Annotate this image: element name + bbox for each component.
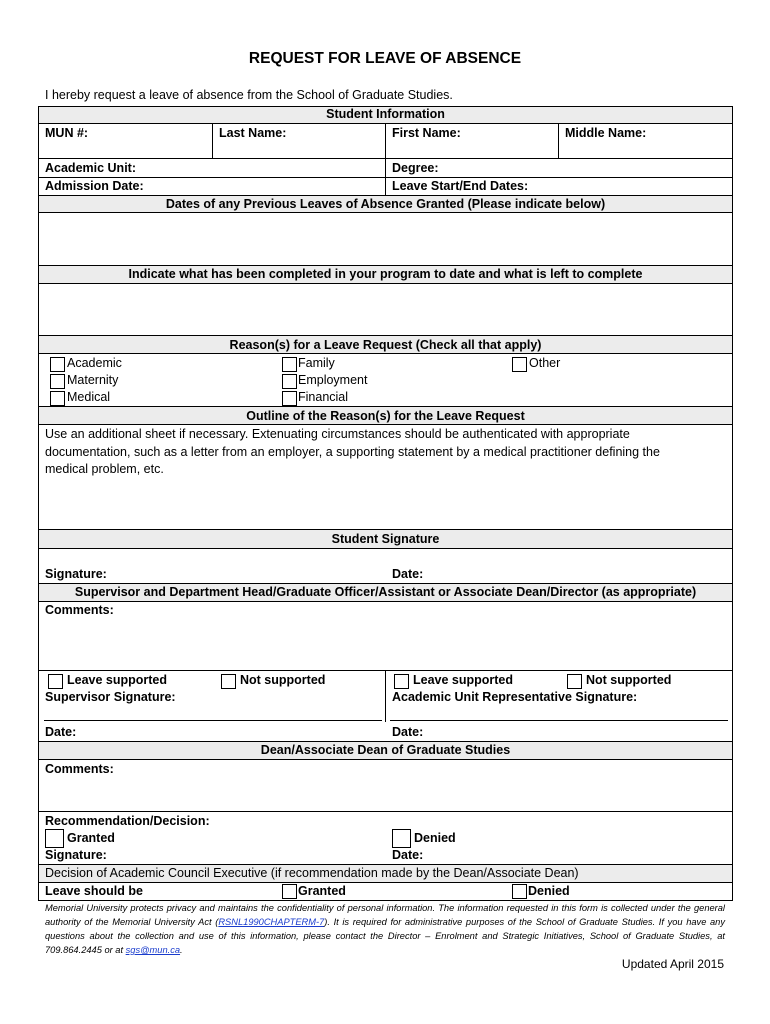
form-right-border xyxy=(732,106,733,901)
progress-field[interactable] xyxy=(39,284,732,335)
outline-line-3: medical problem, etc. xyxy=(45,462,164,476)
dean-signature-label: Signature: xyxy=(45,848,107,862)
unit-not-supported-label: Not supported xyxy=(586,673,672,687)
council-denied-label: Denied xyxy=(528,884,570,898)
last-name-label: Last Name: xyxy=(219,126,287,140)
council-denied-checkbox[interactable] xyxy=(512,884,527,899)
dean-comments-label: Comments: xyxy=(45,762,114,776)
student-date-label: Date: xyxy=(392,567,424,581)
medical-label: Medical xyxy=(67,390,111,404)
supervisor-not-supported-checkbox[interactable] xyxy=(221,674,236,689)
student-signature-label: Signature: xyxy=(45,567,107,581)
dean-granted-label: Granted xyxy=(67,831,115,845)
reasons-header: Reason(s) for a Leave Request (Check all that apply) xyxy=(229,338,542,352)
medical-checkbox[interactable] xyxy=(50,391,65,406)
dean-date-label: Date: xyxy=(392,848,424,862)
updated-date: Updated April 2015 xyxy=(621,957,724,971)
middle-name-label: Middle Name: xyxy=(565,126,647,140)
privacy-text-3: . xyxy=(180,945,183,955)
supervisor-header: Supervisor and Department Head/Graduate Officer/Assistant or Associate Dean/Director (as appropriate) xyxy=(74,585,697,599)
unit-leave-supported-label: Leave supported xyxy=(413,673,514,687)
dean-granted-checkbox[interactable] xyxy=(45,829,64,848)
degree-label: Degree: xyxy=(392,161,439,175)
financial-checkbox[interactable] xyxy=(282,391,297,406)
family-label: Family xyxy=(298,356,335,370)
academic-unit-label: Academic Unit: xyxy=(45,161,136,175)
other-label: Other xyxy=(529,356,561,370)
progress-header: Indicate what has been completed in your program to date and what is left to complete xyxy=(128,267,643,281)
maternity-label: Maternity xyxy=(67,373,119,387)
supervisor-comments-label: Comments: xyxy=(45,603,114,617)
employment-checkbox[interactable] xyxy=(282,374,297,389)
maternity-checkbox[interactable] xyxy=(50,374,65,389)
academic-checkbox[interactable] xyxy=(50,357,65,372)
academic-label: Academic xyxy=(67,356,122,370)
other-checkbox[interactable] xyxy=(512,357,527,372)
student-signature-header: Student Signature xyxy=(331,532,440,546)
supervisor-signature-label: Supervisor Signature: xyxy=(45,690,176,704)
act-link[interactable]: RSNL1990CHAPTERM-7 xyxy=(218,917,325,927)
employment-label: Employment xyxy=(298,373,368,387)
previous-leaves-field[interactable] xyxy=(39,213,732,265)
council-header: Decision of Academic Council Executive (if recommendation made by the Dean/Associate Dean) xyxy=(45,866,579,880)
admission-date-label: Admission Date: xyxy=(45,179,144,193)
email-link[interactable]: sgs@mun.ca xyxy=(125,945,181,955)
privacy-notice xyxy=(45,901,725,957)
privacy-text-1: Memorial University protects privacy and maintains the confidentiality of personal information. The information requested in this form is collected under the general authority of the Memorial University Act ( xyxy=(45,903,725,927)
outline-line-2: documentation, such as a letter from an employer, a supporting statement by a medical practitioner defining the xyxy=(45,444,660,459)
outline-instructions xyxy=(45,426,725,479)
supervisor-leave-supported-checkbox[interactable] xyxy=(48,674,63,689)
council-granted-checkbox[interactable] xyxy=(282,884,297,899)
student-info-header: Student Information xyxy=(326,107,445,121)
unit-leave-supported-checkbox[interactable] xyxy=(394,674,409,689)
family-checkbox[interactable] xyxy=(282,357,297,372)
previous-leaves-header: Dates of any Previous Leaves of Absence Granted (Please indicate below) xyxy=(165,197,606,211)
privacy-text-2: ). It is required for administrative purposes of the School of Graduate Studies. If you have any questions about the collection and use of this information, please contact the Director – Enrolment and Strategic Initiatives, School of Graduate Studies, at 709.864.2445 or at xyxy=(45,917,725,955)
unit-date-label: Date: xyxy=(392,725,424,739)
mun-label: MUN #: xyxy=(45,126,89,140)
council-granted-label: Granted xyxy=(298,884,346,898)
dean-denied-label: Denied xyxy=(414,831,456,845)
leave-dates-label: Leave Start/End Dates: xyxy=(392,179,529,193)
unit-rep-signature-label: Academic Unit Representative Signature: xyxy=(392,690,638,704)
outline-line-1: Use an additional sheet if necessary. Extenuating circumstances should be authenticated with appropriate xyxy=(45,427,630,441)
form-title: REQUEST FOR LEAVE OF ABSENCE xyxy=(248,50,522,67)
supervisor-not-supported-label: Not supported xyxy=(240,673,326,687)
dean-header: Dean/Associate Dean of Graduate Studies xyxy=(260,743,511,757)
supervisor-date-label: Date: xyxy=(45,725,77,739)
unit-not-supported-checkbox[interactable] xyxy=(567,674,582,689)
intro-text: I hereby request a leave of absence from the School of Graduate Studies. xyxy=(45,88,453,102)
recommendation-label: Recommendation/Decision: xyxy=(45,814,210,828)
leave-should-be-label: Leave should be xyxy=(45,884,143,898)
financial-label: Financial xyxy=(298,390,349,404)
first-name-label: First Name: xyxy=(392,126,461,140)
dean-denied-checkbox[interactable] xyxy=(392,829,411,848)
outline-header: Outline of the Reason(s) for the Leave Request xyxy=(246,409,525,423)
supervisor-leave-supported-label: Leave supported xyxy=(67,673,168,687)
